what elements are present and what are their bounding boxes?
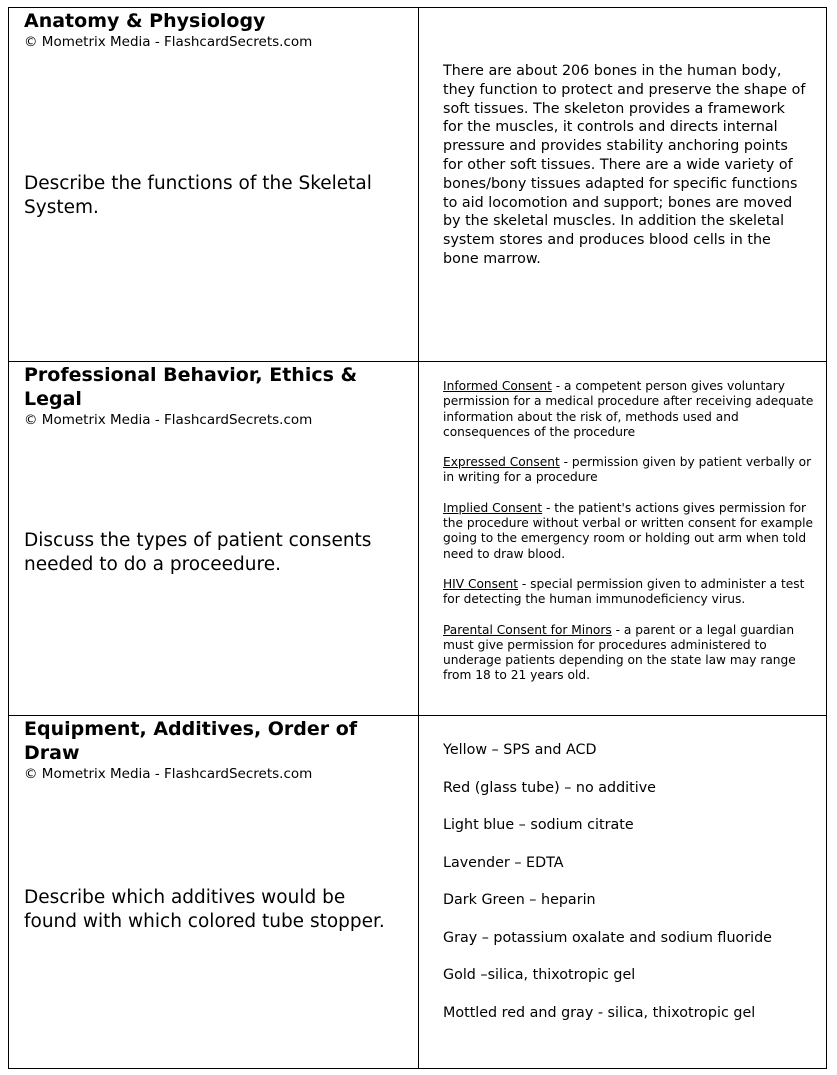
card-question-panel: [9, 8, 418, 361]
copyright-credit: © Mometrix Media - FlashcardSecrets.com: [24, 412, 313, 428]
consent-item: [443, 623, 814, 684]
card-category: [24, 717, 408, 783]
question-text: Describe which additives would be found with which colored tube stopper.: [24, 887, 385, 932]
list-item: Dark Green – heparin: [443, 892, 596, 908]
consent-item: [443, 379, 814, 440]
card-category: [24, 363, 408, 429]
card-question-panel: [9, 362, 418, 715]
question-text: Discuss the types of patient consents needed to do a proceedure.: [24, 530, 372, 575]
consent-list: [443, 379, 814, 699]
consent-definition: - special permission given to administer a test for detecting the human immunodeficiency virus.: [443, 576, 805, 607]
list-item: Yellow – SPS and ACD: [443, 742, 597, 758]
consent-item: [443, 455, 814, 486]
consent-definition: - a competent person gives voluntary permission for a medical procedure after receiving adequate information about the risk of, methods used and consequences of the procedure: [443, 379, 814, 439]
consent-term: Parental Consent for Minors: [443, 622, 612, 637]
list-item: Lavender – EDTA: [443, 854, 564, 871]
consent-definition: - the patient's actions gives permission for the procedure without verbal or written consent for example going to the emergency room or holding out arm when told need to draw blood.: [443, 500, 814, 561]
consent-item: [443, 577, 814, 608]
card-category: [24, 9, 408, 51]
answer-text: There are about 206 bones in the human body, they function to protect and preserve the shape of soft tissues. The skeleton provides a framework for the muscles, it controls and directs internal pressure and provides stability anchoring points for other soft tissues. There are a wide variety of bones/bony tissues adapted for specific functions to aid locomotion and support; bones are moved by the skeletal muscles. In addition the skeletal system stores and produces blood cells in the bone marrow.: [443, 63, 806, 267]
list-item: Gold –silica, thixotropic gel: [443, 967, 636, 983]
list-item: Mottled red and gray - silica, thixotropic gel: [443, 1004, 756, 1021]
list-item: Red (glass tube) – no additive: [443, 779, 656, 796]
card-answer-panel: [419, 362, 826, 715]
flashcard-sheet: [8, 7, 827, 1069]
consent-term: HIV Consent: [443, 576, 519, 591]
consent-term: Expressed Consent: [443, 455, 560, 470]
card-answer-panel: [419, 8, 826, 361]
card-question-panel: [9, 716, 418, 1069]
tube-additive-list: [443, 741, 816, 1041]
question-text: Describe the functions of the Skeletal System.: [24, 173, 372, 218]
consent-item: [443, 501, 814, 562]
consent-definition: - permission given by patient verbally or in writing for a procedure: [443, 455, 812, 485]
list-item: Light blue – sodium citrate: [443, 817, 634, 833]
copyright-credit: © Mometrix Media - FlashcardSecrets.com: [24, 766, 313, 782]
consent-term: Implied Consent: [443, 500, 543, 515]
consent-term: Informed Consent: [443, 379, 552, 393]
category-title: Equipment, Additives, Order of Draw: [24, 718, 358, 764]
category-title: Professional Behavior, Ethics & Legal: [24, 364, 358, 410]
category-title: Anatomy & Physiology: [24, 10, 266, 32]
consent-definition: - a parent or a legal guardian must give permission for procedures administered to underage patients depending on the state law may range from 18 to 21 years old.: [443, 622, 796, 683]
copyright-credit: © Mometrix Media - FlashcardSecrets.com: [24, 34, 313, 50]
list-item: Gray – potassium oxalate and sodium fluoride: [443, 929, 772, 946]
